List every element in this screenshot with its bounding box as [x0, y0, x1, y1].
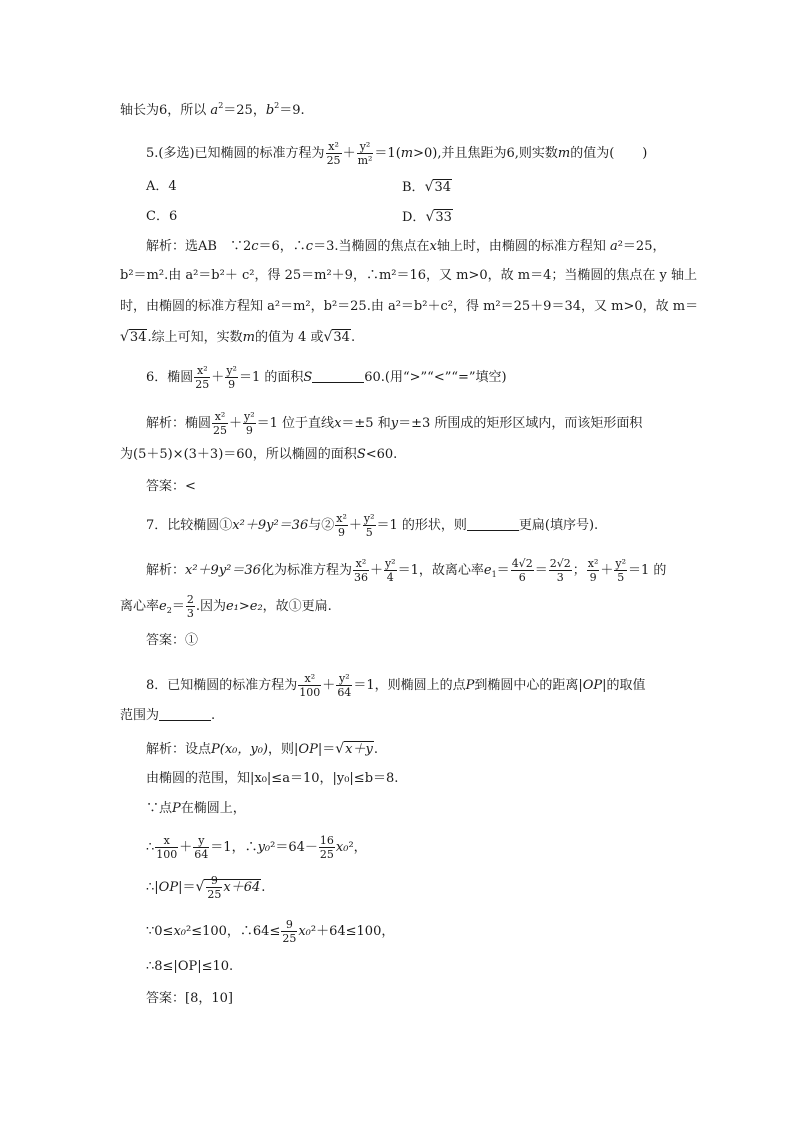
q6-solution-line1	[146, 410, 642, 437]
op: ＋	[369, 563, 383, 578]
sub: 2	[166, 606, 172, 615]
point: P(x₀，y₀)	[211, 742, 269, 757]
text: 的值为 4 或	[254, 330, 324, 345]
var: c	[305, 239, 314, 254]
option-text: A．4	[146, 179, 177, 194]
text: ＝1 的面积	[238, 370, 304, 385]
text: ＝1，∴	[210, 840, 258, 855]
text: 与②	[308, 518, 335, 533]
sup: 2	[274, 101, 280, 110]
text: 在椭圆上，	[180, 801, 246, 816]
text: 更扁(填序号).	[518, 518, 599, 533]
text: ∴|	[146, 880, 159, 895]
denominator: 25	[207, 888, 222, 901]
text: 轴长为	[120, 103, 160, 118]
numerator: 4√2	[511, 557, 533, 570]
text: 6，所以	[159, 103, 211, 118]
numerator: x	[155, 834, 178, 848]
text: 解析：设点	[146, 742, 212, 757]
var: S	[356, 447, 366, 462]
text: ＝6，∴	[258, 239, 306, 254]
text: ＝9.	[279, 103, 305, 118]
text: 解析：	[146, 563, 186, 578]
text: 到椭圆中心的距离|	[474, 678, 583, 693]
denominator: 25	[213, 424, 228, 437]
denominator: 36	[353, 571, 368, 584]
question-5-stem	[146, 140, 647, 167]
sqrt: √33	[425, 209, 452, 225]
denominator: 9	[589, 571, 597, 584]
radicand: 34	[333, 330, 350, 345]
var: m	[557, 146, 571, 161]
text: 解析：选AB ∵2	[146, 239, 252, 254]
denominator: 5	[365, 526, 373, 539]
denominator: 64	[194, 848, 209, 861]
text: ；	[572, 563, 586, 578]
numerator: y	[193, 834, 209, 848]
q7-answer	[146, 632, 198, 650]
radicand: 34	[129, 330, 147, 345]
continuation-line	[120, 102, 305, 120]
radicand: x＋64	[223, 880, 261, 895]
text: 的值为(	[570, 146, 615, 161]
text: 由椭圆的范围，知|x₀|≤a＝10，|y₀|≤b＝8.	[146, 771, 399, 786]
sqrt: √34	[323, 329, 350, 345]
option-d	[402, 208, 453, 227]
text: |的取值	[602, 678, 646, 693]
numerator: x²	[212, 410, 228, 424]
fraction	[614, 557, 627, 584]
text: ＝3.当椭圆的焦点在	[313, 239, 430, 254]
text: 轴上时，由椭圆的标准方程知	[436, 239, 610, 254]
text: ²＝25，	[617, 239, 666, 254]
denominator: 25	[326, 154, 341, 167]
denominator: 25	[319, 848, 334, 861]
denominator: 6	[518, 571, 526, 584]
q8-solution-line1	[146, 740, 378, 759]
var: OP	[298, 742, 318, 757]
fraction	[186, 593, 195, 620]
numerator: x²	[326, 140, 342, 154]
radicand: x＋y	[345, 742, 373, 757]
numerator: 9	[281, 918, 297, 932]
fraction	[353, 557, 369, 584]
radicand: 33	[435, 210, 452, 225]
var: x₀	[298, 924, 311, 939]
question-6-stem	[146, 364, 507, 391]
var: c	[251, 239, 259, 254]
denominator: 4	[386, 571, 394, 584]
text: ∴	[146, 840, 155, 855]
numerator: x²	[336, 512, 347, 525]
denominator: 64	[337, 686, 352, 699]
text: 为(5＋5)×(3＋3)＝60，所以椭圆的面积	[120, 447, 357, 462]
text: .综上可知，实数	[147, 330, 243, 345]
var: P	[465, 678, 475, 693]
text: .	[373, 742, 378, 757]
q5-solution-line4	[120, 328, 355, 347]
op: ＋	[179, 840, 193, 855]
var: x	[429, 239, 437, 254]
fraction	[194, 364, 210, 391]
fraction	[319, 834, 335, 861]
q8-answer	[146, 990, 233, 1008]
denominator: m²	[357, 154, 373, 167]
fraction	[336, 672, 352, 699]
text: .因为	[195, 599, 226, 614]
fraction	[549, 557, 572, 584]
q8-solution-line6	[146, 918, 394, 945]
denominator: 5	[617, 571, 625, 584]
denominator: 100	[156, 848, 178, 861]
text: ²＋64≤100，	[310, 924, 395, 939]
text: ∵0≤	[146, 924, 174, 939]
text: 椭圆	[167, 370, 194, 385]
denominator: 3	[186, 607, 194, 620]
fraction	[384, 557, 397, 584]
fraction	[193, 834, 209, 861]
var: b	[265, 103, 275, 118]
answer-blank	[467, 518, 519, 531]
var: x	[334, 416, 342, 431]
fraction	[587, 557, 600, 584]
text: 解析：椭圆	[146, 416, 212, 431]
inequality: e₁>e₂	[225, 599, 263, 614]
text: ＝	[496, 563, 510, 578]
fraction	[243, 410, 256, 437]
op: ＋	[211, 370, 225, 385]
answer-text: 答案：①	[146, 633, 199, 648]
var: S	[303, 370, 313, 385]
var: e	[159, 599, 167, 614]
text: >0)	[413, 146, 438, 161]
text: |＝	[178, 880, 196, 895]
text: <60.	[365, 447, 398, 462]
text: ＝±5 和	[341, 416, 391, 431]
question-8-stem	[146, 672, 646, 699]
option-label: B．	[402, 180, 425, 195]
var: x₀	[173, 924, 186, 939]
text: 60.(用“>”“<”“=”填空)	[364, 370, 507, 385]
text: 已知椭圆的标准方程为	[167, 678, 298, 693]
question-8-stem-cont	[120, 707, 215, 725]
var: y	[390, 416, 399, 431]
q8-solution-line4	[146, 834, 367, 861]
text: ，故①更扁.	[262, 599, 332, 614]
answer-blank	[159, 708, 211, 721]
denominator: 100	[299, 686, 321, 699]
fraction	[206, 874, 222, 901]
fraction	[155, 834, 178, 861]
option-a	[146, 178, 177, 196]
var: m	[400, 146, 414, 161]
q5-solution-line1	[146, 238, 665, 256]
op: ＋	[348, 518, 362, 533]
op: ＋	[600, 563, 614, 578]
option-b	[402, 178, 452, 197]
numerator: 16	[319, 834, 334, 847]
question-number: 8．	[146, 678, 168, 693]
op: ＋	[342, 146, 356, 161]
fraction	[335, 512, 348, 539]
text: b²＝m².由 a²＝b²＋ c²，得 25＝m²＋9，∴m²＝16，又 m>0，故 m＝4；当椭圆的焦点在 y 轴上	[120, 268, 697, 283]
fraction	[298, 672, 321, 699]
text: ∵点	[146, 801, 173, 816]
text: ²，	[348, 840, 367, 855]
q5-solution-line3	[120, 298, 698, 316]
numerator: x²	[298, 672, 321, 686]
equation: x²＋9y²＝36	[232, 518, 309, 533]
var: y₀	[257, 840, 271, 855]
numerator: y²	[357, 140, 374, 154]
radicand: 34	[434, 180, 452, 195]
question-number: 7．	[146, 518, 168, 533]
numerator: 2√2	[549, 557, 571, 570]
q8-solution-line7	[146, 958, 233, 976]
fraction	[326, 140, 342, 167]
var: a	[210, 103, 219, 118]
q6-answer	[146, 478, 196, 496]
text: ²＝64－	[270, 840, 318, 855]
var: OP	[582, 678, 603, 693]
denominator: 9	[338, 526, 346, 539]
text: .	[211, 708, 216, 723]
text: ＝±3 所围成的矩形区域内，而该矩形面积	[398, 416, 643, 431]
question-7-stem	[146, 512, 598, 539]
answer-text: 答案：[8，10]	[146, 991, 233, 1006]
var: a	[609, 239, 618, 254]
var: m	[242, 330, 255, 345]
text: |＝	[317, 742, 336, 757]
option-c	[146, 208, 177, 226]
fraction	[281, 918, 297, 945]
var: P	[172, 801, 181, 816]
numerator: x²	[194, 364, 210, 378]
op: ＋	[229, 416, 243, 431]
answer-blank	[312, 370, 364, 383]
denominator: 9	[245, 424, 253, 437]
text: ²≤100，∴64≤	[185, 924, 281, 939]
numerator: x²	[587, 557, 599, 570]
numerator: y²	[336, 672, 352, 686]
text: 化为标准方程为	[260, 563, 352, 578]
numerator: 2	[186, 593, 194, 606]
text: ＝1 的形状，则	[376, 518, 467, 533]
sqrt: √34	[424, 179, 452, 195]
option-text: C．6	[146, 209, 178, 224]
sup: 2	[218, 101, 224, 110]
denominator: 9	[228, 378, 236, 391]
var: x₀	[335, 840, 349, 855]
text: (多选)已知椭圆的标准方程为	[158, 146, 325, 161]
op: ＋	[322, 678, 336, 693]
q8-solution-line3	[146, 800, 246, 818]
q6-solution-line2	[120, 446, 397, 464]
text: ＝1(	[374, 146, 401, 161]
sqrt: √x＋y	[335, 741, 373, 757]
text: ∴8≤|OP|≤10.	[146, 959, 234, 974]
denominator: 25	[195, 378, 210, 391]
answer-text: 答案：<	[146, 479, 196, 494]
sub: 1	[491, 570, 497, 579]
q8-solution-line2	[146, 770, 398, 788]
text: 范围为	[120, 708, 160, 723]
text: 比较椭圆①	[167, 518, 233, 533]
text: .	[261, 880, 266, 895]
numerator: y²	[384, 557, 396, 570]
option-label: D．	[402, 210, 426, 225]
fraction	[212, 410, 228, 437]
q7-solution-line1: 解析：x²＋9y²＝36化为标准方程为 $\frac{\text{x²}}{36}$ ＋ $\frac{\text{y²}}{4}$ ＝1，故离心率$e_1=$ $\frac{4√2}{6}$ ＝ $\frac{2√2}{3}$ ； $\frac{\text{x²}}{9}$ ＋ $\frac{\text{y²}}{5}$ ＝1 的	[146, 557, 667, 584]
text: )	[642, 146, 648, 161]
question-number: 5.	[146, 146, 159, 161]
text: ＝1 位于直线	[256, 416, 335, 431]
text: 时，由椭圆的标准方程知 a²＝m²，b²＝25.由 a²＝b²＋c²，得 m²＝25＋9＝34，又 m>0，故 m＝	[120, 299, 699, 314]
q8-solution-line5	[146, 874, 265, 901]
text: ＝25，	[223, 103, 266, 118]
fraction	[363, 512, 376, 539]
q7-solution-line2	[120, 593, 332, 620]
text: ，则|	[268, 742, 299, 757]
var: e	[483, 563, 492, 578]
numerator: 9	[206, 874, 222, 888]
var: OP	[158, 880, 179, 895]
sqrt: √34	[120, 329, 147, 345]
fraction	[511, 557, 534, 584]
numerator: y²	[244, 410, 255, 423]
text: 离心率	[120, 599, 160, 614]
numerator: x²	[353, 557, 369, 571]
text: ＝1 的	[628, 563, 667, 578]
numerator: y²	[363, 512, 375, 525]
text: ＝1，则椭圆上的点	[353, 678, 466, 693]
sqrt: √ $\frac{9}{25}$ x＋64	[195, 874, 261, 901]
equation: x²＋9y²＝36	[185, 563, 261, 578]
denominator: 25	[282, 932, 297, 945]
numerator: y²	[226, 364, 237, 377]
text: ＝	[171, 599, 185, 614]
text: ＝1，故离心率	[397, 563, 484, 578]
text: ,并且焦距为6,则实数	[437, 146, 558, 161]
fraction	[225, 364, 238, 391]
text: .	[350, 330, 356, 345]
fraction	[357, 140, 374, 167]
denominator: 3	[556, 571, 564, 584]
numerator: y²	[615, 557, 627, 570]
q5-solution-line2	[120, 267, 697, 285]
question-number: 6．	[146, 370, 168, 385]
